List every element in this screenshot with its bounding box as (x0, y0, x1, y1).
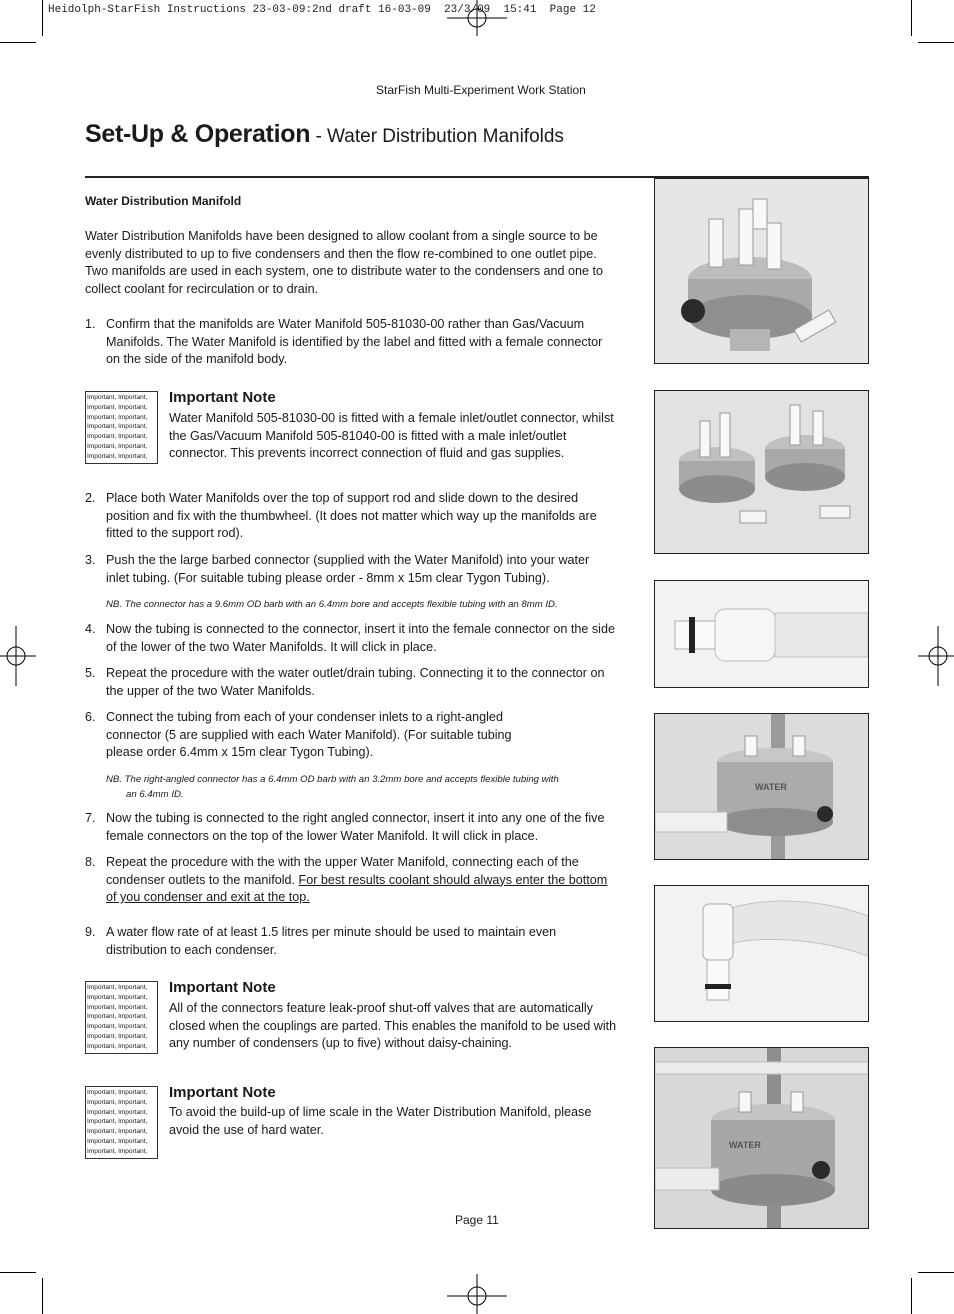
step-number: 4. (85, 622, 96, 636)
step-number: 6. (85, 710, 96, 724)
crop-mark (911, 0, 912, 36)
important-note-heading: Important Note (169, 1084, 276, 1101)
step-text-underlined: For best results coolant should always enter the bottom of you condenser and exit at the top. (106, 872, 608, 904)
step-8 (85, 854, 615, 907)
step-6 (85, 709, 585, 762)
crop-mark (0, 42, 36, 43)
page-title (85, 120, 564, 149)
registration-mark-right (894, 626, 954, 686)
section-heading: Water Distribution Manifold (85, 194, 242, 208)
step-number: 1. (85, 317, 96, 331)
step-number: 5. (85, 666, 96, 680)
running-header: StarFish Multi-Experiment Work Station (376, 83, 586, 97)
registration-mark-left (0, 626, 60, 686)
step-3 (85, 552, 615, 587)
step-4 (85, 621, 615, 656)
photo-two-manifolds (654, 390, 869, 554)
step-number: 3. (85, 553, 96, 567)
photo-water-manifold (654, 178, 869, 364)
step-text: Push the the large barbed connector (supplied with the Water Manifold) into your water inlet tubing. (For suitable tubing please order - 8mm x 15m clear Tygon Tubing). (106, 553, 590, 585)
crop-mark (918, 42, 954, 43)
step-number: 7. (85, 811, 96, 825)
important-box: Important, Important, Important, Important, Important, Important, Important, Important, Important, Important, Important, Important, Important, Important, (85, 981, 158, 1054)
registration-mark-top (447, 0, 507, 60)
crop-mark (42, 0, 43, 36)
photo-right-angled-connector (654, 885, 869, 1022)
step-number: 9. (85, 925, 96, 939)
crop-mark (42, 1278, 43, 1314)
crop-mark (0, 1272, 36, 1273)
nb-note (106, 772, 606, 802)
nb-note-text-cont: an 6.4mm ID. (126, 789, 184, 800)
important-note-text: Water Manifold 505-81030-00 is fitted with a female inlet/outlet connector, whilst the Gas/Vacuum Manifold 505-81040-00 is fitted with a male inlet/outlet connector. This prevents incorrect connection of fluid and gas supplies. (169, 411, 614, 460)
step-1 (85, 316, 615, 369)
nb-note-text: NB. The right-angled connector has a 6.4mm OD barb with an 3.2mm bore and accepts flexible tubing with (106, 774, 559, 785)
step-text: Repeat the procedure with the water outlet/drain tubing. Connecting it to the connector on the upper of the two Water Manifolds. (106, 666, 605, 698)
step-7 (85, 810, 615, 845)
water-label: WATER (729, 1140, 761, 1150)
step-number: 8. (85, 855, 96, 869)
important-note-text: To avoid the build-up of lime scale in the Water Distribution Manifold, please avoid the use of hard water. (169, 1105, 592, 1137)
step-text: Now the tubing is connected to the connector, insert it into the female connector on the side of the lower of the two Water Manifolds. It will click in place. (106, 622, 615, 654)
page-title-sub: - Water Distribution Manifolds (310, 126, 564, 147)
photo-manifold-on-rod (654, 713, 869, 860)
important-box: Important, Important, Important, Important, Important, Important, Important, Important, Important, Important, Important, Important, Important, Important, (85, 391, 158, 464)
nb-note-text: NB. The connector has a 9.6mm OD barb with an 6.4mm bore and accepts flexible tubing with an 8mm ID. (106, 599, 558, 610)
page-title-main: Set-Up & Operation (85, 120, 311, 148)
photo-manifold-connected (654, 1047, 869, 1229)
step-text: Repeat the procedure with the with the upper Water Manifold, connecting each of the condenser outlets to the manifold. (106, 855, 579, 887)
print-slug-line: Heidolph-StarFish Instructions 23-03-09:2nd draft 16-03-09 23/3/09 15:41 Page 12 (48, 4, 596, 16)
step-5 (85, 665, 615, 700)
important-note-text: All of the connectors feature leak-proof shut-off valves that are automatically closed when the couplings are parted. This enables the manifold to be used with any number of condensers (up to five) without daisy-chaining. (169, 1001, 617, 1050)
important-note-heading: Important Note (169, 979, 276, 996)
registration-mark-bottom (447, 1254, 507, 1314)
step-text: Place both Water Manifolds over the top of support rod and slide down to the desired position and fix with the thumbwheel. (It does not matter which way up the manifolds are fitted to the support rod). (106, 491, 597, 540)
step-2 (85, 490, 615, 543)
water-label: WATER (755, 782, 787, 792)
step-text: Now the tubing is connected to the right angled connector, insert it into any one of the five female connectors on the top of the lower Water Manifold. It will click in place. (106, 811, 605, 843)
crop-mark (911, 1278, 912, 1314)
important-note-heading: Important Note (169, 389, 276, 406)
page-number: Page 11 (455, 1213, 499, 1227)
intro-paragraph: Water Distribution Manifolds have been designed to allow coolant from a single source to be evenly distributed to up to five condensers and then the flow re-combined to one outlet pipe. Two manifolds are used in each system, one to distribute water to the condensers and one to collect coolant for recirculation or to drain. (85, 229, 604, 296)
important-box: Important, Important, Important, Important, Important, Important, Important, Important, Important, Important, Important, Important, Important, Important, (85, 1086, 158, 1159)
step-text: A water flow rate of at least 1.5 litres per minute should be used to maintain even distribution to each condenser. (106, 925, 557, 957)
step-number: 2. (85, 491, 96, 505)
step-text: Connect the tubing from each of your condenser inlets to a right-angled connector (5 are supplied with each Water Manifold). (For suitable tubing please order 6.4mm x 15m clear Tygon Tubing). (106, 710, 512, 759)
photo-barbed-connector (654, 580, 869, 688)
step-9 (85, 924, 615, 959)
nb-note (106, 597, 606, 612)
crop-mark (918, 1272, 954, 1273)
step-text: Confirm that the manifolds are Water Manifold 505-81030-00 rather than Gas/Vacuum Manifolds. The Water Manifold is identified by the label and fitted with a female connector on the side of the manifold body. (106, 317, 603, 366)
